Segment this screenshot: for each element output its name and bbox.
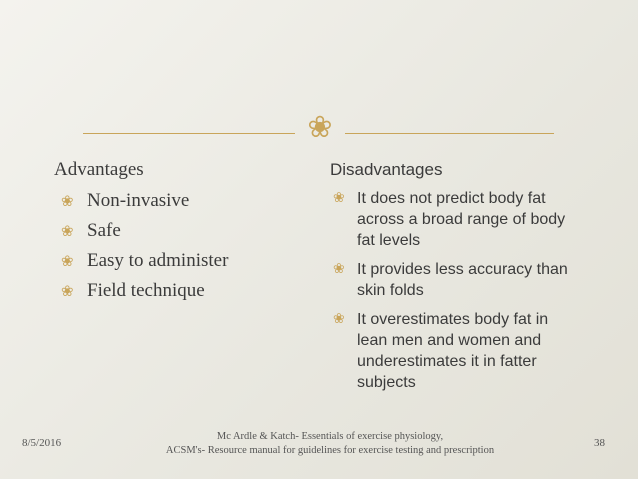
list-item-text: Safe: [87, 220, 121, 241]
bullet-icon: ❀: [333, 311, 345, 327]
divider-ornament-icon: ❀: [307, 110, 333, 145]
footer-citation-line2: ACSM's- Resource manual for guidelines for exercise testing and prescription: [165, 445, 495, 456]
footer-citation-line1: Mc Ardle & Katch- Essentials of exercise physiology,: [216, 431, 444, 442]
footer-date: 8/5/2016: [22, 437, 62, 449]
list-item-text: Field technique: [87, 280, 205, 301]
list-item: [61, 186, 294, 216]
divider-line-left: [83, 133, 295, 134]
list-item: [61, 276, 294, 306]
list-item-text: It overestimates body fat in lean men and women and underestimates it in fatter subjects: [357, 311, 549, 391]
list-item: [333, 309, 575, 393]
footer-citation: [140, 430, 520, 458]
list-item-text: It provides less accuracy than skin folds: [357, 261, 568, 299]
advantages-heading: Advantages: [54, 159, 144, 180]
list-item-text: Easy to administer: [87, 250, 229, 271]
advantages-column: [54, 157, 294, 306]
list-item: [333, 259, 575, 301]
bullet-icon: ❀: [333, 261, 345, 277]
bullet-icon: ❀: [61, 192, 74, 210]
list-item: [61, 216, 294, 246]
bullet-icon: ❀: [61, 282, 74, 300]
list-item: [61, 246, 294, 276]
advantages-list: [61, 186, 294, 306]
disadvantages-list: [333, 188, 575, 393]
divider-line-right: [345, 133, 554, 134]
bullet-icon: ❀: [61, 252, 74, 270]
list-item-text: Non-invasive: [87, 190, 190, 211]
list-item-text: It does not predict body fat across a broad range of body fat levels: [357, 190, 566, 249]
bullet-icon: ❀: [333, 190, 345, 206]
page-number: 38: [594, 437, 605, 449]
disadvantages-heading: Disadvantages: [330, 160, 443, 179]
bullet-icon: ❀: [61, 222, 74, 240]
disadvantages-column: [330, 158, 575, 401]
list-item: [333, 188, 575, 251]
